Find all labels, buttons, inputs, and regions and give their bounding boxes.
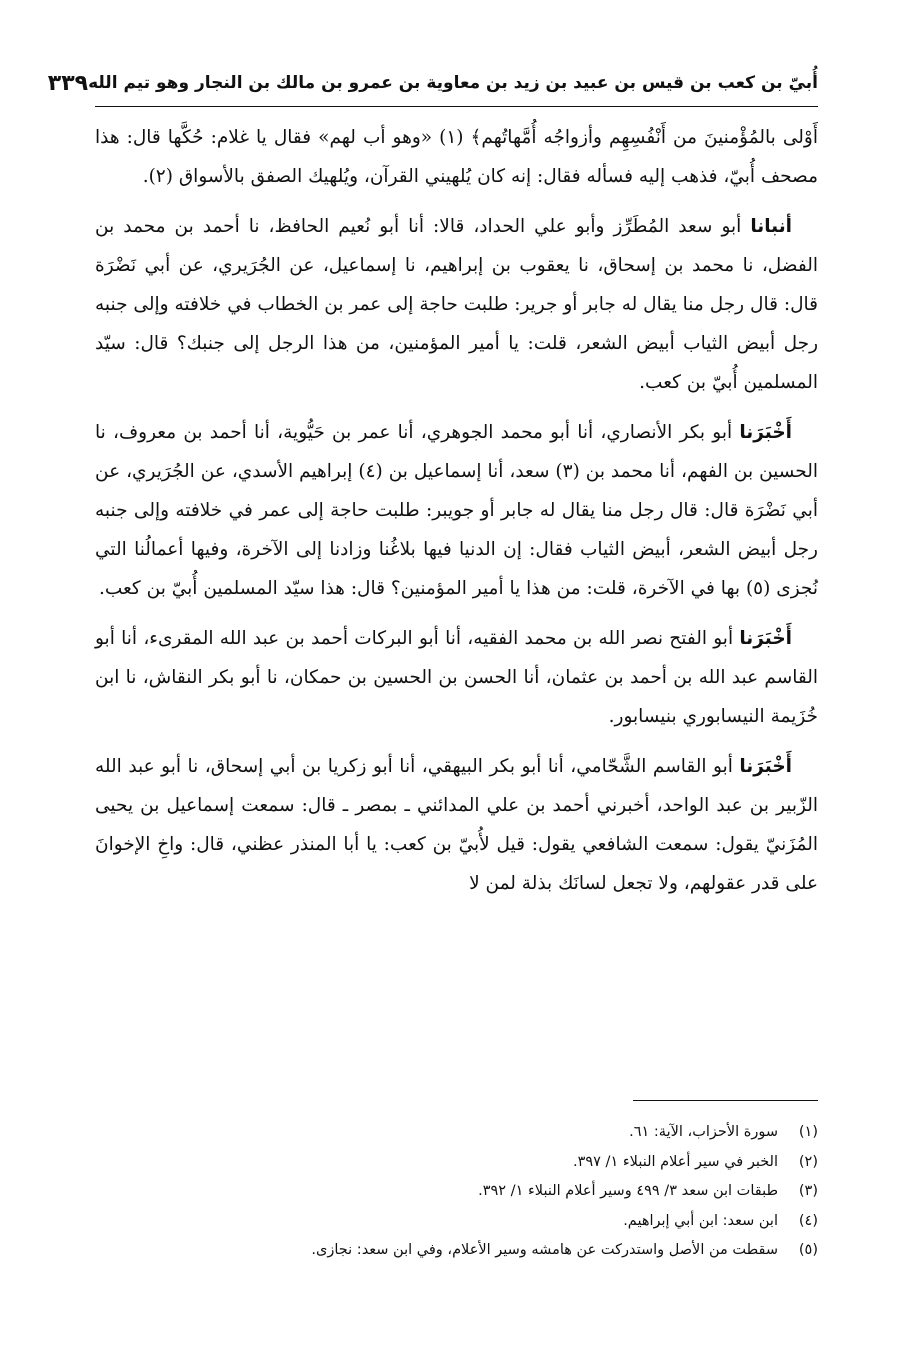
header-divider (95, 106, 818, 107)
paragraph-lead-word: أَخْبَرَنا (739, 628, 792, 649)
paragraph (95, 747, 818, 903)
paragraph (95, 207, 818, 402)
footnote-text: طبقات ابن سعد ٣/ ٤٩٩ وسير أعلام النبلاء ١/ ٣٩٢. (478, 1183, 778, 1199)
footnote-number: (٥) (798, 1242, 818, 1258)
footnote (95, 1148, 818, 1178)
paragraph-lead-word: أَخْبَرَنا (739, 422, 792, 443)
footnote (95, 1177, 818, 1207)
paragraph-text: أَوْلى بالمُؤْمنينَ من أَنْفُسِهِم وأزواجُه أُمَّهاتُهم﴾ (١) «وهو أب لهم» فقال يا غلام: حُكَّها قال: هذا مصحف أُبيّ، فذهب إليه فسأله فقال: إنه كان يُلهيني القرآن، ويُلهيك الصفق بالأسواق (٢). (95, 127, 818, 187)
footnote (95, 1207, 818, 1237)
running-title: أُبيّ بن كعب بن قيس بن عبيد بن زيد بن معاوية بن عمرو بن مالك بن النجار وهو تيم الله (88, 73, 818, 93)
paragraph-text: أبو الفتح نصر الله بن محمد الفقيه، أنا أبو البركات أحمد بن عبد الله المقرىء، أنا أبو القاسم عبد الله بن أحمد بن عثمان، أنا الحسن بن الحسين بن حمكان، نا أبو بكر النقاش، نا ابن خُزَيمة النيسابوري بنيسابور. (95, 628, 818, 727)
footnote (95, 1118, 818, 1148)
footnote-text: سقطت من الأصل واستدركت عن هامشه وسير الأعلام، وفي ابن سعد: نجازى. (311, 1242, 778, 1258)
paragraph (95, 413, 818, 608)
paragraph-text: أبو بكر الأنصاري، أنا أبو محمد الجوهري، أنا عمر بن حَيُّوية، أنا أحمد بن معروف، نا الحسين بن الفهم، أنا محمد بن (٣) سعد، أنا إسماعيل بن (٤) إبراهيم الأسدي، عن الجُرَيري، عن أبي نَضْرَة قال: قال رجل منا يقال له جابر أو جويبر: طلبت حاجة إلى عمر في خلافته وإلى جنبه رجل أبيض الشعر، أبيض الثياب فقال: إن الدنيا فيها بلاغُنا وزادنا إلى الآخرة، وفيها أعمالُنا التي نُجزى (٥) بها في الآخرة، قلت: من هذا يا أمير المؤمنين؟ قال: هذا سيّد المسلمين أُبيّ بن كعب. (95, 422, 818, 599)
page-number: ٣٣٩ (47, 70, 89, 96)
footnote-text: سورة الأحزاب، الآية: ٦١. (629, 1124, 778, 1140)
footnote-text: الخبر في سير أعلام النبلاء ١/ ٣٩٧. (572, 1153, 778, 1170)
paragraph-text: أبو القاسم الشَّحّامي، أنا أبو بكر البيهقي، أنا أبو زكريا بن أبي إسحاق، نا أبو عبد الله الزّبير بن عبد الواحد، أخبرني أحمد بن علي المدائني ـ بمصر ـ قال: سمعت إسماعيل بن يحيى المُزَنيّ يقول: سمعت الشافعي يقول: قيل لأُبيّ بن كعب: يا أبا المنذر عظني، قال: واخِ الإخوانَ على قدر عقولهم، ولا تجعل لسانَك بذلة لمن لا (95, 756, 818, 894)
footnotes (95, 1118, 818, 1266)
footnote-number: (١) (798, 1124, 818, 1140)
paragraph (95, 118, 818, 196)
footnote-number: (٢) (798, 1153, 818, 1170)
footnote-number: (٤) (798, 1212, 818, 1229)
main-text (95, 118, 818, 914)
paragraph-lead-word: أنبانا (750, 216, 792, 237)
paragraph-lead-word: أَخْبَرَنا (739, 756, 792, 777)
footnote (95, 1236, 818, 1266)
footnote-divider (633, 1100, 818, 1101)
page-header (47, 66, 818, 100)
paragraph (95, 619, 818, 736)
footnote-text: ابن سعد: ابن أبي إبراهيم. (623, 1212, 778, 1229)
paragraph-text: أبو سعد المُطَرِّز وأبو علي الحداد، قالا: أنا أبو نُعيم الحافظ، نا أحمد بن محمد بن الفضل، نا محمد بن إسحاق، نا يعقوب بن إبراهيم، نا إسماعيل، عن الجُرَيري، عن أبي نَضْرَة قال: قال رجل منا يقال له جابر أو جرير: طلبت حاجة إلى عمر بن الخطاب في خلافته وإلى جنبه رجل أبيض الثياب أبيض الشعر، قلت: يا أمير المؤمنين، من هذا الرجل إلى جنبك؟ قال: سيّد المسلمين أُبيّ بن كعب. (95, 216, 818, 393)
footnote-number: (٣) (798, 1183, 818, 1199)
